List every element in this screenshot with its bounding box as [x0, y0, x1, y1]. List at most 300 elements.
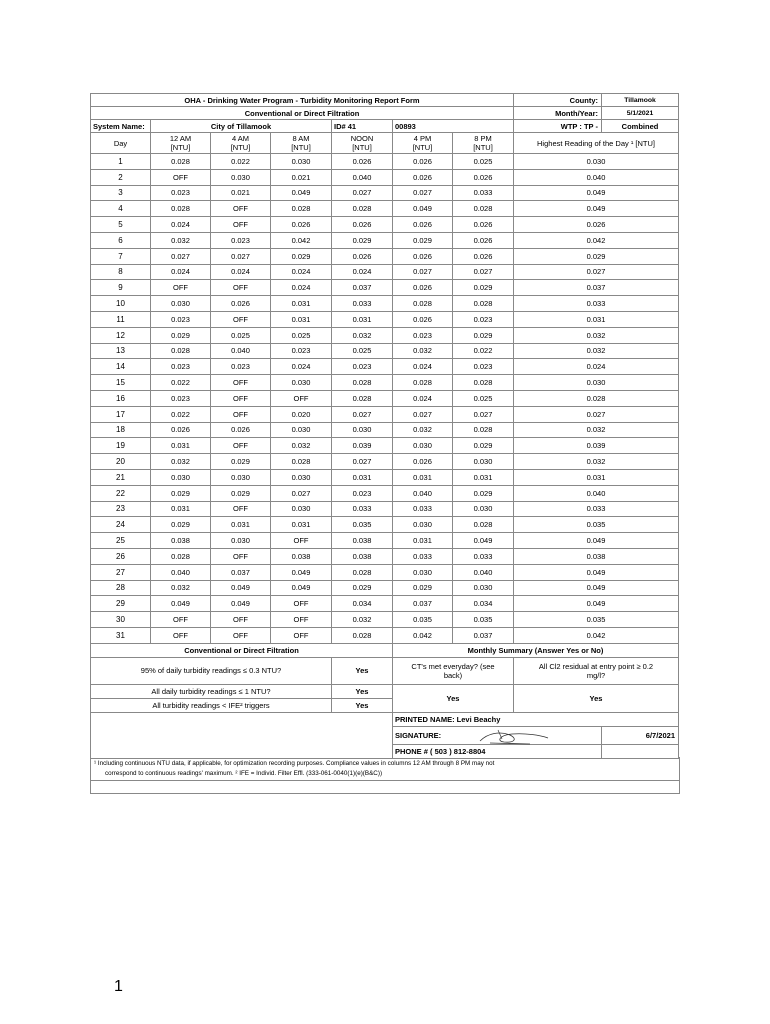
- summary-right-title: Monthly Summary (Answer Yes or No): [393, 643, 679, 657]
- cell-4pm[interactable]: 0.032: [393, 422, 453, 438]
- cell-4am[interactable]: 0.029: [211, 454, 271, 470]
- cell-8am[interactable]: OFF: [271, 533, 332, 549]
- cell-12am[interactable]: 0.032: [151, 454, 211, 470]
- cell-4pm[interactable]: 0.028: [393, 296, 453, 312]
- cell-12am[interactable]: 0.028: [151, 154, 211, 170]
- cell-4pm[interactable]: 0.026: [393, 280, 453, 296]
- cell-12am[interactable]: 0.028: [151, 343, 211, 359]
- cell-day: 20: [91, 454, 151, 470]
- cell-12am[interactable]: 0.029: [151, 327, 211, 343]
- cell-4pm[interactable]: 0.026: [393, 217, 453, 233]
- cell-highest[interactable]: 0.032: [514, 327, 679, 343]
- wtp-value: Combined: [602, 120, 679, 133]
- month-year-value: 5/1/2021: [602, 107, 679, 120]
- cell-4pm[interactable]: 0.027: [393, 264, 453, 280]
- cell-4pm[interactable]: 0.027: [393, 406, 453, 422]
- cell-8pm[interactable]: 0.026: [453, 232, 514, 248]
- cell-noon[interactable]: 0.033: [332, 501, 393, 517]
- cell-8am[interactable]: 0.030: [271, 422, 332, 438]
- cell-noon[interactable]: 0.031: [332, 469, 393, 485]
- cell-highest[interactable]: 0.042: [514, 232, 679, 248]
- cell-highest[interactable]: 0.039: [514, 438, 679, 454]
- cell-8am[interactable]: 0.031: [271, 517, 332, 533]
- cell-12am[interactable]: 0.023: [151, 311, 211, 327]
- cell-4am[interactable]: 0.025: [211, 327, 271, 343]
- cell-8pm[interactable]: 0.028: [453, 517, 514, 533]
- table-row: [91, 154, 679, 170]
- month-year-label: Month/Year:: [514, 107, 602, 120]
- cell-4am[interactable]: OFF: [211, 627, 271, 643]
- cell-12am[interactable]: OFF: [151, 280, 211, 296]
- cell-noon[interactable]: 0.034: [332, 596, 393, 612]
- cell-highest[interactable]: 0.049: [514, 564, 679, 580]
- a-95pct[interactable]: Yes: [332, 657, 393, 684]
- cell-day: 25: [91, 533, 151, 549]
- cell-noon[interactable]: 0.029: [332, 580, 393, 596]
- cell-day: 18: [91, 422, 151, 438]
- cell-12am[interactable]: 0.028: [151, 548, 211, 564]
- cell-4pm[interactable]: 0.049: [393, 201, 453, 217]
- cell-noon[interactable]: 0.028: [332, 375, 393, 391]
- cell-8pm[interactable]: 0.030: [453, 454, 514, 470]
- cell-noon[interactable]: 0.031: [332, 311, 393, 327]
- cell-8pm[interactable]: 0.026: [453, 248, 514, 264]
- table-row: [91, 548, 679, 564]
- cell-4pm[interactable]: 0.024: [393, 390, 453, 406]
- cell-day: 7: [91, 248, 151, 264]
- cell-8am[interactable]: 0.026: [271, 217, 332, 233]
- summary-left-title: Conventional or Direct Filtration: [91, 643, 393, 657]
- cell-highest[interactable]: 0.042: [514, 627, 679, 643]
- cell-4am[interactable]: 0.026: [211, 296, 271, 312]
- a-ife-triggers[interactable]: Yes: [332, 698, 393, 712]
- cell-8am[interactable]: 0.042: [271, 232, 332, 248]
- col-8am: 8 AM [NTU]: [271, 133, 332, 154]
- a-ct-met[interactable]: Yes: [393, 684, 514, 712]
- cell-4pm[interactable]: 0.023: [393, 327, 453, 343]
- cell-12am[interactable]: 0.032: [151, 580, 211, 596]
- table-row: [91, 311, 679, 327]
- cell-highest[interactable]: 0.049: [514, 533, 679, 549]
- printed-name[interactable]: PRINTED NAME: Levi Beachy: [393, 712, 679, 726]
- cell-highest[interactable]: 0.040: [514, 485, 679, 501]
- cell-8am[interactable]: 0.049: [271, 580, 332, 596]
- cell-day: 31: [91, 627, 151, 643]
- cell-noon[interactable]: 0.035: [332, 517, 393, 533]
- page-number: 1: [114, 978, 123, 995]
- cell-8pm[interactable]: 0.040: [453, 564, 514, 580]
- cell-8pm[interactable]: 0.025: [453, 390, 514, 406]
- cell-4pm[interactable]: 0.037: [393, 596, 453, 612]
- table-row: [91, 359, 679, 375]
- cell-highest[interactable]: 0.032: [514, 343, 679, 359]
- cell-day: 12: [91, 327, 151, 343]
- cell-4am[interactable]: 0.030: [211, 169, 271, 185]
- table-row: [91, 564, 679, 580]
- cell-4pm[interactable]: 0.030: [393, 438, 453, 454]
- table-row: [91, 264, 679, 280]
- cell-4am[interactable]: 0.021: [211, 185, 271, 201]
- cell-highest[interactable]: 0.024: [514, 359, 679, 375]
- cell-12am[interactable]: OFF: [151, 169, 211, 185]
- table-row: [91, 169, 679, 185]
- cell-4pm[interactable]: 0.031: [393, 469, 453, 485]
- cell-8pm[interactable]: 0.027: [453, 406, 514, 422]
- table-row: [91, 232, 679, 248]
- table-row: [91, 390, 679, 406]
- col-noon: NOON [NTU]: [332, 133, 393, 154]
- cell-8pm[interactable]: 0.028: [453, 296, 514, 312]
- footnotes: [94, 759, 654, 779]
- cell-noon[interactable]: 0.038: [332, 548, 393, 564]
- table-row: [91, 375, 679, 391]
- cell-12am[interactable]: 0.024: [151, 217, 211, 233]
- a-all-1ntu[interactable]: Yes: [332, 684, 393, 698]
- a-cl2-residual[interactable]: Yes: [514, 684, 679, 712]
- cell-highest[interactable]: 0.030: [514, 375, 679, 391]
- cell-4am[interactable]: 0.037: [211, 564, 271, 580]
- cell-4am[interactable]: 0.027: [211, 248, 271, 264]
- cell-highest[interactable]: 0.031: [514, 469, 679, 485]
- cell-8am[interactable]: 0.030: [271, 501, 332, 517]
- cell-8pm[interactable]: 0.022: [453, 343, 514, 359]
- cell-8am[interactable]: 0.030: [271, 469, 332, 485]
- cell-12am[interactable]: OFF: [151, 627, 211, 643]
- cell-highest[interactable]: 0.026: [514, 217, 679, 233]
- cell-4am[interactable]: 0.024: [211, 264, 271, 280]
- cell-8am[interactable]: 0.031: [271, 311, 332, 327]
- cell-noon[interactable]: 0.039: [332, 438, 393, 454]
- cell-highest[interactable]: 0.033: [514, 296, 679, 312]
- cell-8pm[interactable]: 0.049: [453, 533, 514, 549]
- system-name-label: System Name:: [91, 120, 151, 133]
- cell-12am[interactable]: OFF: [151, 612, 211, 628]
- cell-noon[interactable]: 0.028: [332, 201, 393, 217]
- cell-8pm[interactable]: 0.026: [453, 217, 514, 233]
- cell-noon[interactable]: 0.029: [332, 232, 393, 248]
- cell-4pm[interactable]: 0.029: [393, 232, 453, 248]
- cell-8pm[interactable]: 0.023: [453, 359, 514, 375]
- cell-4pm[interactable]: 0.026: [393, 169, 453, 185]
- table-row: [91, 406, 679, 422]
- cell-4pm[interactable]: 0.030: [393, 517, 453, 533]
- cell-4am[interactable]: OFF: [211, 375, 271, 391]
- cell-4am[interactable]: OFF: [211, 390, 271, 406]
- col-4am: 4 AM [NTU]: [211, 133, 271, 154]
- cell-highest[interactable]: 0.035: [514, 612, 679, 628]
- signature-label[interactable]: SIGNATURE:: [393, 726, 602, 744]
- cell-4am[interactable]: OFF: [211, 438, 271, 454]
- table-row: [91, 501, 679, 517]
- cell-highest[interactable]: 0.040: [514, 169, 679, 185]
- report-table: [90, 93, 679, 759]
- cell-noon[interactable]: 0.037: [332, 280, 393, 296]
- cell-4am[interactable]: OFF: [211, 201, 271, 217]
- cell-12am[interactable]: 0.026: [151, 422, 211, 438]
- cell-day: 3: [91, 185, 151, 201]
- cell-4pm[interactable]: 0.026: [393, 248, 453, 264]
- cell-day: 9: [91, 280, 151, 296]
- cell-noon[interactable]: 0.026: [332, 154, 393, 170]
- table-row: [91, 438, 679, 454]
- cell-noon[interactable]: 0.030: [332, 422, 393, 438]
- cell-day: 27: [91, 564, 151, 580]
- cell-highest[interactable]: 0.035: [514, 517, 679, 533]
- cell-8am[interactable]: 0.025: [271, 327, 332, 343]
- table-row: [91, 201, 679, 217]
- cell-day: 26: [91, 548, 151, 564]
- cell-highest[interactable]: 0.037: [514, 280, 679, 296]
- cell-day: 1: [91, 154, 151, 170]
- cell-4pm[interactable]: 0.033: [393, 548, 453, 564]
- cell-12am[interactable]: 0.031: [151, 438, 211, 454]
- signature-date[interactable]: 6/7/2021: [602, 726, 679, 744]
- cell-8pm[interactable]: 0.023: [453, 311, 514, 327]
- cell-12am[interactable]: 0.022: [151, 375, 211, 391]
- cell-12am[interactable]: 0.023: [151, 359, 211, 375]
- cell-8am[interactable]: 0.032: [271, 438, 332, 454]
- cell-8pm[interactable]: 0.029: [453, 485, 514, 501]
- cell-4pm[interactable]: 0.027: [393, 185, 453, 201]
- cell-8am[interactable]: OFF: [271, 612, 332, 628]
- cell-day: 15: [91, 375, 151, 391]
- cell-8pm[interactable]: 0.027: [453, 264, 514, 280]
- cell-highest[interactable]: 0.049: [514, 580, 679, 596]
- cell-4am[interactable]: OFF: [211, 612, 271, 628]
- cell-noon[interactable]: 0.025: [332, 343, 393, 359]
- cell-day: 22: [91, 485, 151, 501]
- cell-4am[interactable]: OFF: [211, 311, 271, 327]
- cell-8am[interactable]: 0.021: [271, 169, 332, 185]
- cell-8pm[interactable]: 0.025: [453, 154, 514, 170]
- cell-day: 8: [91, 264, 151, 280]
- cell-highest[interactable]: 0.030: [514, 154, 679, 170]
- cell-4pm[interactable]: 0.040: [393, 485, 453, 501]
- cell-12am[interactable]: 0.031: [151, 501, 211, 517]
- cell-8am[interactable]: OFF: [271, 390, 332, 406]
- cell-noon[interactable]: 0.028: [332, 390, 393, 406]
- cell-day: 21: [91, 469, 151, 485]
- cell-8pm[interactable]: 0.028: [453, 375, 514, 391]
- cell-highest[interactable]: 0.032: [514, 454, 679, 470]
- cell-8pm[interactable]: 0.031: [453, 469, 514, 485]
- cell-4pm[interactable]: 0.033: [393, 501, 453, 517]
- table-row: [91, 627, 679, 643]
- cell-4pm[interactable]: 0.026: [393, 454, 453, 470]
- col-highest: Highest Reading of the Day ¹ [NTU]: [514, 133, 679, 154]
- cell-day: 29: [91, 596, 151, 612]
- cell-4am[interactable]: OFF: [211, 501, 271, 517]
- cell-12am[interactable]: 0.032: [151, 232, 211, 248]
- cell-8am[interactable]: 0.030: [271, 154, 332, 170]
- cell-highest[interactable]: 0.029: [514, 248, 679, 264]
- cell-4pm[interactable]: 0.035: [393, 612, 453, 628]
- cell-8pm[interactable]: 0.033: [453, 548, 514, 564]
- form-subtitle: Conventional or Direct Filtration: [91, 107, 514, 120]
- cell-noon[interactable]: 0.027: [332, 454, 393, 470]
- cell-noon[interactable]: 0.032: [332, 327, 393, 343]
- system-name-value: City of Tillamook: [151, 120, 332, 133]
- cell-12am[interactable]: 0.028: [151, 201, 211, 217]
- cell-day: 14: [91, 359, 151, 375]
- col-12am: 12 AM [NTU]: [151, 133, 211, 154]
- cell-day: 2: [91, 169, 151, 185]
- cell-4pm[interactable]: 0.029: [393, 580, 453, 596]
- cell-4pm[interactable]: 0.026: [393, 154, 453, 170]
- cell-noon[interactable]: 0.027: [332, 406, 393, 422]
- cell-8pm[interactable]: 0.037: [453, 627, 514, 643]
- cell-12am[interactable]: 0.022: [151, 406, 211, 422]
- cell-12am[interactable]: 0.029: [151, 517, 211, 533]
- cell-8am[interactable]: OFF: [271, 627, 332, 643]
- cell-highest[interactable]: 0.027: [514, 264, 679, 280]
- cell-highest[interactable]: 0.027: [514, 406, 679, 422]
- cell-12am[interactable]: 0.023: [151, 390, 211, 406]
- cell-noon[interactable]: 0.040: [332, 169, 393, 185]
- cell-noon[interactable]: 0.026: [332, 248, 393, 264]
- cell-4pm[interactable]: 0.026: [393, 311, 453, 327]
- cell-8am[interactable]: 0.024: [271, 280, 332, 296]
- phone-number[interactable]: PHONE # ( 503 ) 812-8804: [393, 744, 602, 758]
- cell-12am[interactable]: 0.040: [151, 564, 211, 580]
- cell-12am[interactable]: 0.029: [151, 485, 211, 501]
- cell-4am[interactable]: 0.049: [211, 580, 271, 596]
- cell-noon[interactable]: 0.023: [332, 485, 393, 501]
- table-row: [91, 533, 679, 549]
- cell-8pm[interactable]: 0.035: [453, 612, 514, 628]
- cell-8am[interactable]: 0.049: [271, 185, 332, 201]
- cell-4am[interactable]: 0.049: [211, 596, 271, 612]
- cell-8am[interactable]: OFF: [271, 596, 332, 612]
- cell-12am[interactable]: 0.049: [151, 596, 211, 612]
- cell-noon[interactable]: 0.023: [332, 359, 393, 375]
- cell-highest[interactable]: 0.049: [514, 596, 679, 612]
- cell-4pm[interactable]: 0.028: [393, 375, 453, 391]
- cell-noon[interactable]: 0.026: [332, 217, 393, 233]
- cell-8pm[interactable]: 0.030: [453, 501, 514, 517]
- cell-noon[interactable]: 0.027: [332, 185, 393, 201]
- cell-12am[interactable]: 0.027: [151, 248, 211, 264]
- table-row: [91, 280, 679, 296]
- q-all-1ntu: All daily turbidity readings ≤ 1 NTU?: [91, 684, 332, 698]
- cell-4am[interactable]: 0.031: [211, 517, 271, 533]
- cell-day: 23: [91, 501, 151, 517]
- cell-4am[interactable]: OFF: [211, 280, 271, 296]
- cell-4am[interactable]: 0.023: [211, 232, 271, 248]
- id-value: 00893: [393, 120, 514, 133]
- cell-12am[interactable]: 0.038: [151, 533, 211, 549]
- cell-highest[interactable]: 0.032: [514, 422, 679, 438]
- cell-4pm[interactable]: 0.030: [393, 564, 453, 580]
- cell-4am[interactable]: 0.023: [211, 359, 271, 375]
- cell-8am[interactable]: 0.024: [271, 359, 332, 375]
- table-row: [91, 612, 679, 628]
- q-95pct: 95% of daily turbidity readings ≤ 0.3 NTU?: [91, 657, 332, 684]
- cell-8am[interactable]: 0.028: [271, 201, 332, 217]
- cell-4am[interactable]: 0.022: [211, 154, 271, 170]
- table-row: [91, 327, 679, 343]
- cell-day: 19: [91, 438, 151, 454]
- table-row: [91, 296, 679, 312]
- cell-day: 11: [91, 311, 151, 327]
- cell-day: 6: [91, 232, 151, 248]
- cell-4am[interactable]: OFF: [211, 406, 271, 422]
- cell-8pm[interactable]: 0.029: [453, 438, 514, 454]
- cell-8pm[interactable]: 0.029: [453, 280, 514, 296]
- cell-8am[interactable]: 0.029: [271, 248, 332, 264]
- cell-8pm[interactable]: 0.028: [453, 422, 514, 438]
- cell-12am[interactable]: 0.030: [151, 469, 211, 485]
- cell-8pm[interactable]: 0.029: [453, 327, 514, 343]
- cell-8am[interactable]: 0.023: [271, 343, 332, 359]
- cell-8am[interactable]: 0.024: [271, 264, 332, 280]
- cell-noon[interactable]: 0.028: [332, 627, 393, 643]
- cell-highest[interactable]: 0.038: [514, 548, 679, 564]
- cell-4pm[interactable]: 0.031: [393, 533, 453, 549]
- cell-4am[interactable]: 0.030: [211, 533, 271, 549]
- cell-4am[interactable]: 0.040: [211, 343, 271, 359]
- cell-noon[interactable]: 0.024: [332, 264, 393, 280]
- cell-day: 5: [91, 217, 151, 233]
- turbidity-report-form: [90, 93, 678, 759]
- table-row: [91, 580, 679, 596]
- cell-noon[interactable]: 0.032: [332, 612, 393, 628]
- cell-8am[interactable]: 0.030: [271, 375, 332, 391]
- county-value: Tillamook: [602, 94, 679, 107]
- cell-highest[interactable]: 0.028: [514, 390, 679, 406]
- cell-8pm[interactable]: 0.030: [453, 580, 514, 596]
- cell-12am[interactable]: 0.024: [151, 264, 211, 280]
- cell-8am[interactable]: 0.038: [271, 548, 332, 564]
- cell-8pm[interactable]: 0.028: [453, 201, 514, 217]
- cell-8am[interactable]: 0.028: [271, 454, 332, 470]
- table-row: [91, 343, 679, 359]
- cell-highest[interactable]: 0.033: [514, 501, 679, 517]
- col-day: Day: [91, 133, 151, 154]
- cell-4pm[interactable]: 0.042: [393, 627, 453, 643]
- cell-4am[interactable]: 0.029: [211, 485, 271, 501]
- cell-4pm[interactable]: 0.032: [393, 343, 453, 359]
- cell-highest[interactable]: 0.049: [514, 201, 679, 217]
- cell-12am[interactable]: 0.023: [151, 185, 211, 201]
- cell-4am[interactable]: 0.026: [211, 422, 271, 438]
- table-row: [91, 422, 679, 438]
- cell-day: 28: [91, 580, 151, 596]
- cell-8am[interactable]: 0.020: [271, 406, 332, 422]
- cell-8am[interactable]: 0.031: [271, 296, 332, 312]
- cell-highest[interactable]: 0.031: [514, 311, 679, 327]
- cell-8pm[interactable]: 0.026: [453, 169, 514, 185]
- cell-4am[interactable]: OFF: [211, 548, 271, 564]
- cell-day: 4: [91, 201, 151, 217]
- cell-noon[interactable]: 0.033: [332, 296, 393, 312]
- cell-noon[interactable]: 0.038: [332, 533, 393, 549]
- table-row: [91, 185, 679, 201]
- cell-4am[interactable]: OFF: [211, 217, 271, 233]
- footnote-2: correspond to continuous readings' maximum. ² IFE = Individ. Filter Effl. (333-061-0040(1)(e)(B&C)): [105, 770, 383, 777]
- cell-8am[interactable]: 0.027: [271, 485, 332, 501]
- q-cl2-residual: All Cl2 residual at entry point ≥ 0.2 mg/l?: [514, 657, 679, 684]
- signature-scribble: [470, 727, 555, 747]
- cell-8am[interactable]: 0.049: [271, 564, 332, 580]
- cell-4am[interactable]: 0.030: [211, 469, 271, 485]
- cell-noon[interactable]: 0.028: [332, 564, 393, 580]
- cell-12am[interactable]: 0.030: [151, 296, 211, 312]
- cell-4pm[interactable]: 0.024: [393, 359, 453, 375]
- cell-8pm[interactable]: 0.034: [453, 596, 514, 612]
- cell-8pm[interactable]: 0.033: [453, 185, 514, 201]
- cell-highest[interactable]: 0.049: [514, 185, 679, 201]
